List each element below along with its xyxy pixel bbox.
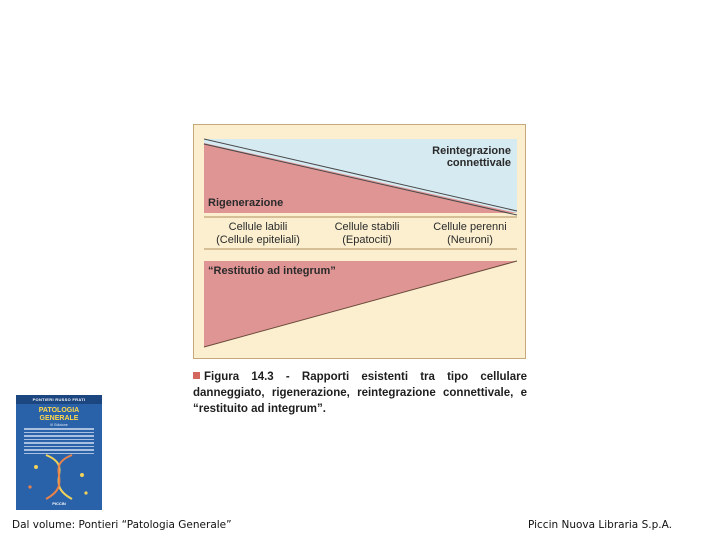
figure-caption xyxy=(193,369,527,417)
cell-type-labili xyxy=(208,221,308,246)
label-restitutio: “Restitutio ad integrum” xyxy=(208,265,336,277)
cell-type-stabili-name: Cellule stabili xyxy=(334,221,400,233)
footer-source: Dal volume: Pontieri “Patologia Generale” xyxy=(12,519,232,531)
book-contributors-text xyxy=(24,428,94,456)
cell-type-perenni-example: (Neuroni) xyxy=(447,233,493,246)
reintegrazione-text: Reintegrazione xyxy=(432,145,511,157)
label-rigenerazione: Rigenerazione xyxy=(208,197,284,209)
caption-bullet-icon xyxy=(193,372,200,379)
book-authors: PONTIERI RUSSO FRATI xyxy=(32,397,86,402)
label-reintegrazione xyxy=(432,145,511,169)
footer-publisher: Piccin Nuova Libraria S.p.A. xyxy=(528,519,672,531)
book-cover-image xyxy=(16,395,102,510)
cell-type-perenni-name: Cellule perenni xyxy=(433,221,507,233)
book-title xyxy=(18,407,100,422)
book-edition: III Edizione xyxy=(50,423,68,427)
connettivale-text: connettivale xyxy=(446,157,511,169)
caption-text: Figura 14.3 - Rapporti esistenti tra tipo cellulare danneggiato, rigenerazione, reintegrazione connettivale, e “restituito ad integrum”. xyxy=(193,371,527,415)
cell-type-labili-example: (Cellule epiteliali) xyxy=(216,233,300,246)
cell-type-stabili xyxy=(317,221,417,246)
figure-panel xyxy=(193,124,526,359)
cell-type-labili-name: Cellule labili xyxy=(228,221,288,233)
cell-type-stabili-example: (Epatociti) xyxy=(342,233,392,246)
cell-type-perenni xyxy=(420,221,520,246)
book-title-line2: GENERALE xyxy=(39,414,79,422)
dna-helix-illustration xyxy=(16,453,102,501)
book-publisher: PICCIN xyxy=(52,501,66,506)
book-title-line1: PATOLOGIA xyxy=(38,407,80,414)
